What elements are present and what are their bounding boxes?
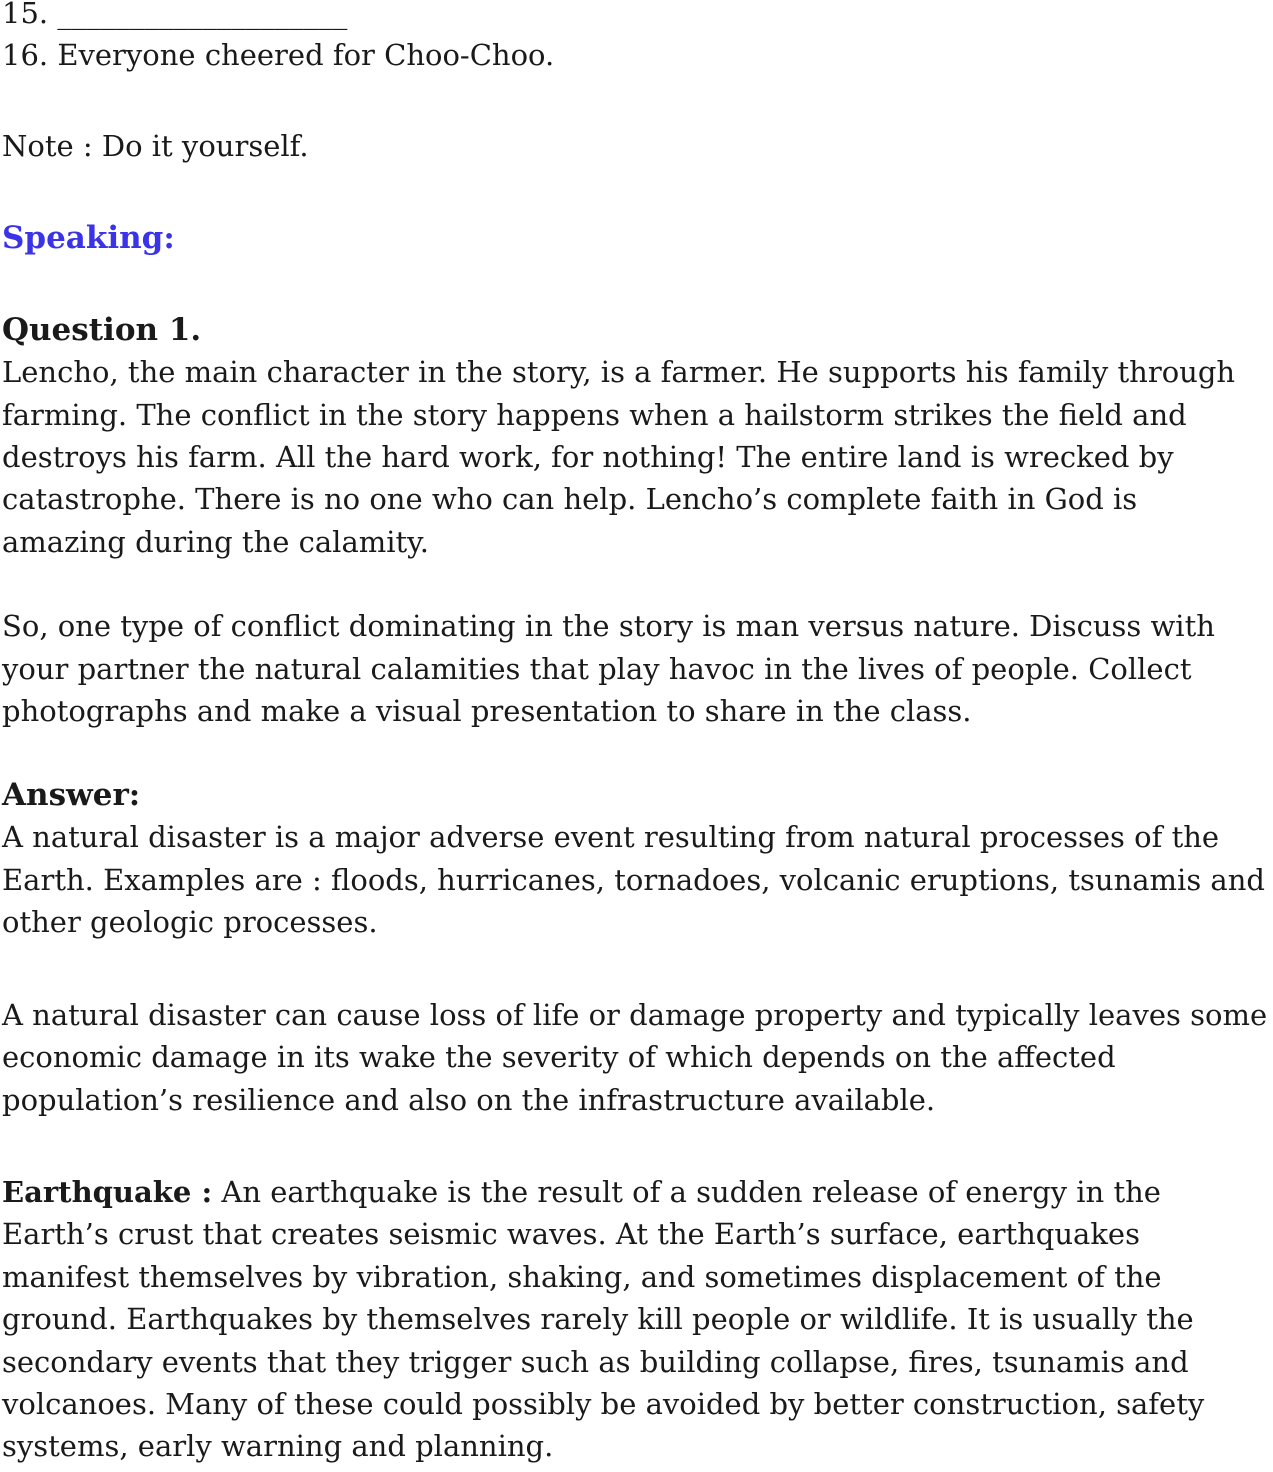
question-paragraph-2: So, one type of conflict dominating in the story is man versus nature. Discuss with your partner the natural calamities that play havoc in the lives of people. Collect photographs and make a visual presentation to share in the class. [2,609,1215,729]
earthquake-label: Earthquake : [2,1174,213,1209]
answer-paragraph-2: A natural disaster can cause loss of life or damage property and typically leaves some economic damage in its wake the severity of which depends on the affected population’s resilience and also on the infrastructure available. [2,997,1268,1117]
spacer [2,259,1270,309]
question-paragraph-1: Lencho, the main character in the story, is a farmer. He supports his family through farming. The conflict in the story happens when a hailstorm strikes the field and destroys his farm. All the hard work, for nothing! The entire land is wrecked by catastrophe. There is no one who can help. Lencho’s complete faith in God is amazing during the calamity. [2,355,1236,559]
answer-label: Answer: [2,777,141,814]
spacer [2,77,1270,119]
document-page [2,0,1270,1468]
earthquake-paragraph [2,1171,1270,1468]
note-text: Note : Do it yourself. [2,128,309,163]
spacer [2,1121,1270,1171]
spacer [2,167,1270,217]
spacer [2,944,1270,994]
list-item-16: 16. Everyone cheered for Choo-Choo. [2,38,555,73]
spacer [2,732,1270,774]
question-label: Question 1. [2,312,202,349]
spacer [2,563,1270,605]
list-item-15: 15. ____________________ [2,0,348,30]
earthquake-text: An earthquake is the result of a sudden release of energy in the Earth’s crust that creates seismic waves. At the Earth’s surface, earthquakes manifest themselves by vibration, shaking, and sometimes displacement of the ground. Earthquakes by themselves rarely kill people or wildlife. It is usually the secondary events that they trigger such as building collapse, fires, tsunamis and volcanoes. Many of these could possibly be avoided by better construction, safety systems, early warning and planning. [2,1174,1205,1464]
section-heading-speaking: Speaking: [2,220,175,257]
answer-paragraph-1: A natural disaster is a major adverse event resulting from natural processes of the Earth. Examples are : floods, hurricanes, tornadoes, volcanic eruptions, tsunamis and other geologic processes. [2,820,1265,940]
